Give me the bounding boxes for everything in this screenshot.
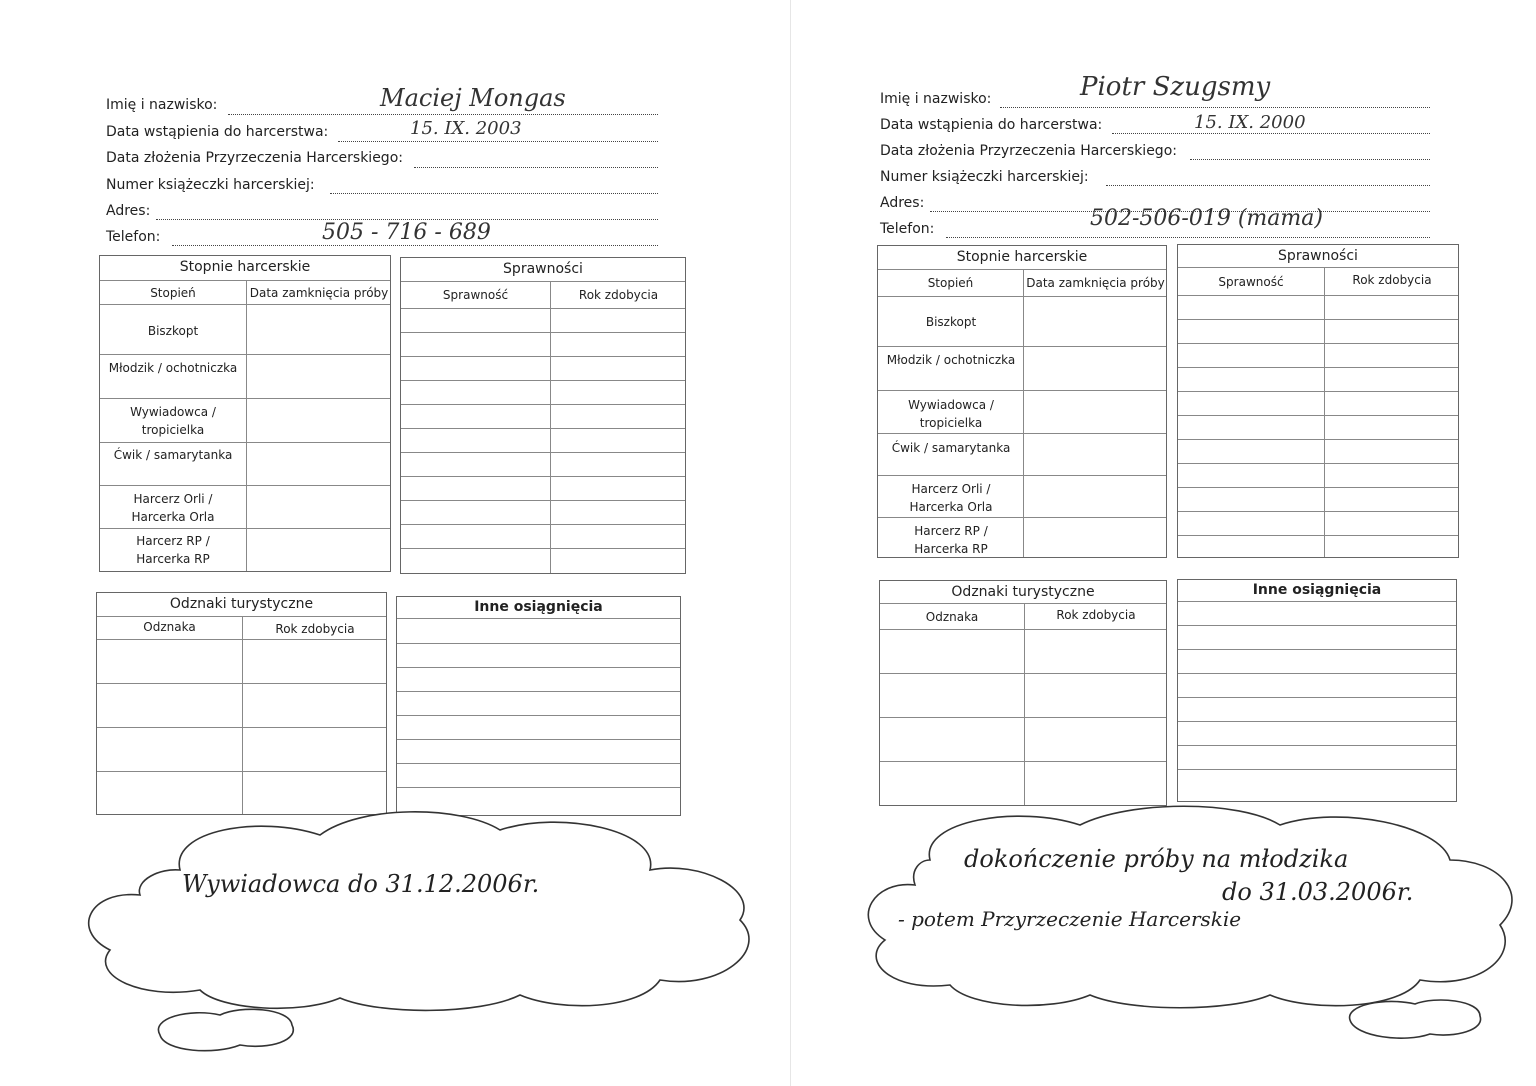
join-date-value: 15. IX. 2003 (410, 118, 522, 139)
join-date-value: 15. IX. 2000 (1194, 112, 1306, 133)
name-label: Imię i nazwisko: (106, 97, 218, 113)
rank-row-label: Harcerz RP / Harcerka RP (136, 534, 210, 566)
rank-row-label: Ćwik / samarytanka (891, 441, 1011, 455)
rank-row-label: Wywiadowca / tropicielka (130, 405, 216, 437)
name-label: Imię i nazwisko: (880, 91, 992, 107)
ranks-col-date: Data zamknięcia próby (1026, 276, 1165, 290)
ranks-title: Stopnie harcerskie (179, 259, 311, 275)
phone-value: 502-506-019 (mama) (1090, 206, 1323, 231)
note-line: dokończenie próby na młodzika (964, 845, 1349, 873)
rank-row-label: Ćwik / samarytanka (113, 448, 233, 462)
rank-row-label: Wywiadowca / tropicielka (908, 398, 994, 430)
tourist-badges-title: Odznaki turystyczne (951, 584, 1095, 600)
rank-row-label: Harcerz Orli / Harcerka Orla (131, 492, 215, 524)
rank-row-label: Harcerz RP / Harcerka RP (914, 524, 988, 556)
phone-label: Telefon: (106, 229, 161, 245)
rank-row-label: Biszkopt (147, 324, 199, 338)
tourist-col-year: Rok zdobycia (275, 622, 355, 636)
rank-row-label: Młodzik / ochotniczka (108, 361, 238, 375)
promise-date-label: Data złożenia Przyrzeczenia Harcerskiego: (106, 150, 403, 166)
ranks-title: Stopnie harcerskie (956, 249, 1088, 265)
booklet-number-label: Numer książeczki harcerskiej: (880, 169, 1089, 185)
badges-col-year: Rok zdobycia (578, 288, 659, 302)
badges-title: Sprawności (1278, 248, 1358, 264)
rank-row-label: Młodzik / ochotniczka (886, 353, 1016, 367)
badges-col-badge: Sprawność (442, 288, 509, 302)
name-value: Maciej Mongas (380, 84, 566, 112)
ranks-col-date: Data zamknięcia próby (249, 286, 389, 300)
tourist-col-badge: Odznaka (143, 620, 196, 634)
ranks-col-rank: Stopień (150, 286, 196, 300)
ranks-col-rank: Stopień (927, 276, 974, 290)
note-line: Wywiadowca do 31.12.2006r. (182, 870, 540, 898)
name-value: Piotr Szugsmy (1080, 72, 1271, 102)
badges-col-badge: Sprawność (1218, 275, 1284, 289)
tourist-col-badge: Odznaka (925, 610, 979, 624)
rank-row-label: Harcerz Orli / Harcerka Orla (909, 482, 993, 514)
note-line: do 31.03.2006r. (1222, 878, 1414, 906)
phone-value: 505 - 716 - 689 (322, 220, 491, 245)
address-label: Adres: (106, 203, 151, 219)
other-achievements-title: Inne osiągnięcia (1252, 582, 1382, 598)
other-achievements-title: Inne osiągnięcia (474, 599, 603, 615)
note-line: - potem Przyrzeczenie Harcerskie (898, 907, 1242, 931)
tourist-col-year: Rok zdobycia (1056, 608, 1136, 622)
promise-date-label: Data złożenia Przyrzeczenia Harcerskiego: (880, 143, 1177, 159)
join-date-label: Data wstąpienia do harcerstwa: (880, 117, 1103, 133)
right-page (790, 0, 1536, 1086)
badges-title: Sprawności (503, 261, 583, 277)
address-label: Adres: (880, 195, 925, 211)
booklet-number-label: Numer książeczki harcerskiej: (106, 177, 315, 193)
phone-label: Telefon: (880, 221, 935, 237)
tourist-badges-title: Odznaki turystyczne (169, 596, 314, 612)
rank-row-label: Biszkopt (925, 315, 977, 329)
badges-col-year: Rok zdobycia (1352, 273, 1432, 287)
join-date-label: Data wstąpienia do harcerstwa: (106, 124, 329, 140)
